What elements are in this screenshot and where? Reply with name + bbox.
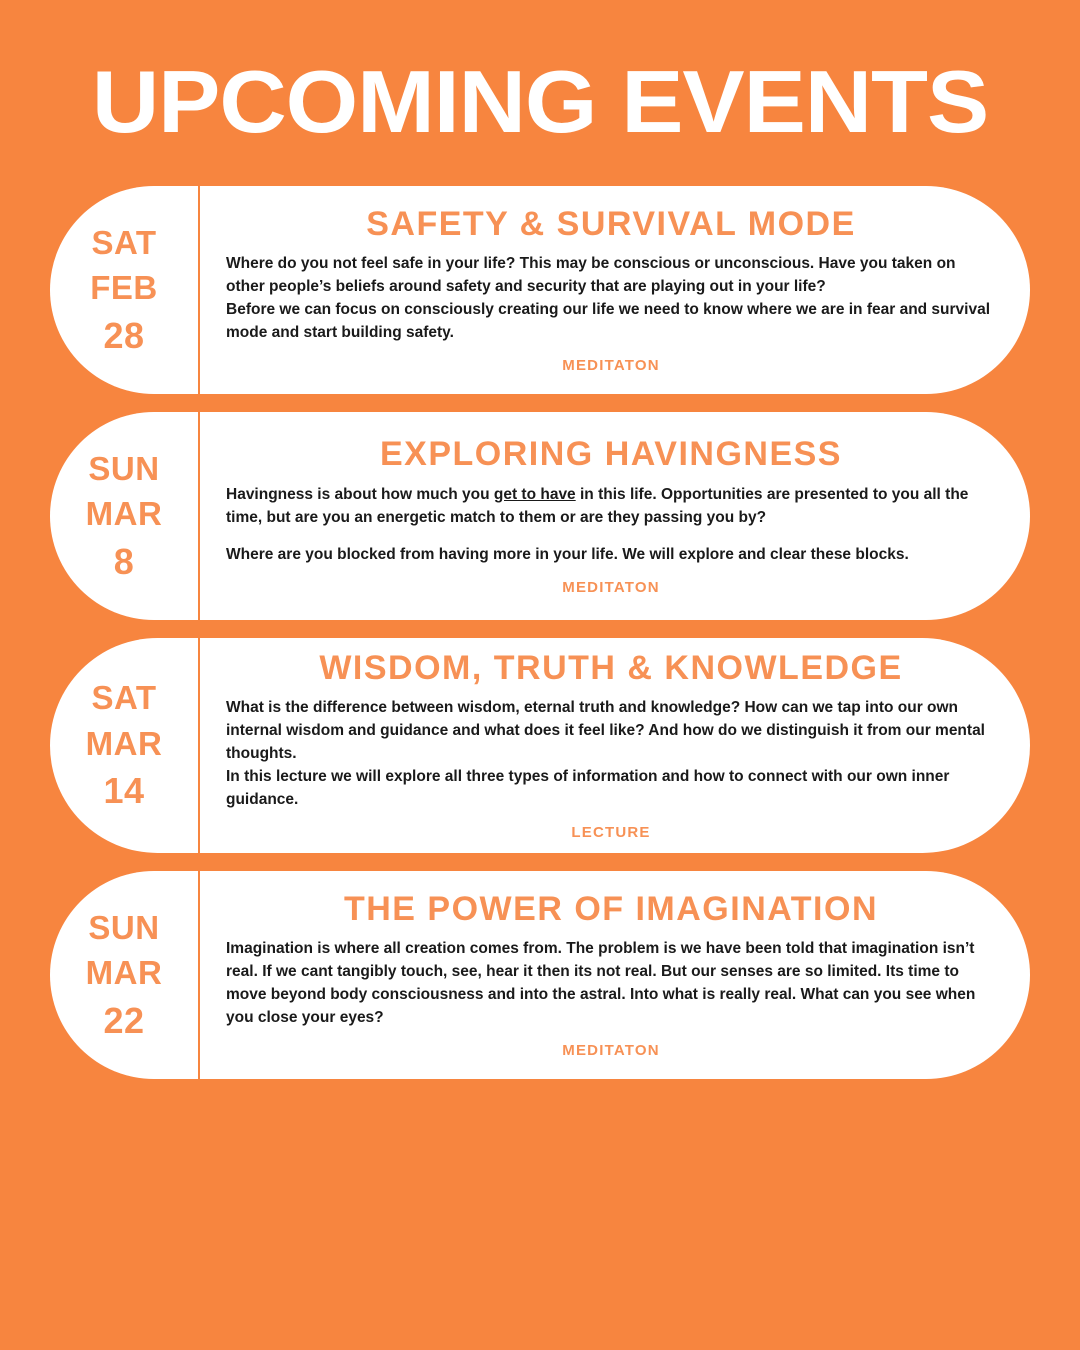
event-paragraph-1-pre: Havingness is about how much you — [226, 485, 494, 503]
event-content — [200, 871, 1030, 1079]
event-date — [50, 186, 200, 394]
event-paragraph-1: What is the difference between wisdom, eternal truth and knowledge? How can we tap into our own internal wisdom and guidance and what does it feel like? And how do we distinguish it from our mental thoughts. — [226, 699, 985, 763]
event-month: MAR — [85, 954, 163, 992]
event-card[interactable] — [50, 871, 1030, 1079]
event-description — [226, 938, 996, 1030]
event-title: THE POWER OF IMAGINATION — [343, 890, 878, 928]
event-description — [226, 484, 996, 567]
event-content — [200, 638, 1030, 853]
event-card[interactable] — [50, 412, 1030, 620]
paragraph-spacer — [226, 530, 996, 544]
event-weekday: SAT — [91, 223, 157, 261]
event-description — [226, 697, 996, 812]
event-paragraph-2: Where are you blocked from having more in your life. We will explore and clear these blocks. — [226, 545, 909, 563]
event-card[interactable] — [50, 186, 1030, 394]
event-paragraph-2: Before we can focus on consciously creating our life we need to know where we are in fear and survival mode and start building safety. — [226, 301, 991, 342]
events-list — [0, 186, 1080, 1079]
event-date — [50, 638, 200, 853]
page-title: UPCOMING EVENTS — [91, 52, 989, 151]
event-weekday: SAT — [91, 679, 157, 717]
event-paragraph-2: In this lecture we will explore all three types of information and how to connect with our own inner guidance. — [226, 768, 950, 809]
event-date — [50, 871, 200, 1079]
event-paragraph-1-emphasis: get to have — [493, 485, 576, 503]
event-type-badge: MEDITATON — [562, 357, 660, 375]
event-description — [226, 253, 996, 345]
event-month: MAR — [85, 724, 163, 762]
event-title: EXPLORING HAVINGNESS — [380, 435, 842, 474]
event-day: 22 — [103, 999, 145, 1041]
event-title: SAFETY & SURVIVAL MODE — [366, 204, 856, 243]
event-paragraph-1: Where do you not feel safe in your life? This may be conscious or unconscious. Have you taken on other people’s beliefs around safety and security that are playing out in your life? — [226, 255, 956, 296]
event-content — [200, 412, 1030, 620]
event-month: FEB — [90, 269, 158, 307]
event-day: 28 — [103, 314, 145, 356]
event-weekday: SUN — [88, 449, 160, 487]
event-month: MAR — [85, 495, 163, 533]
event-paragraph-1: Imagination is where all creation comes from. The problem is we have been told that imagination isn’t real. If we cant tangibly touch, see, hear it then its not real. But our senses are so limited. Its time to move beyond body consciousness and into the astral. Into what is really real. What can you see when you close your eyes? — [226, 940, 976, 1027]
event-day: 8 — [113, 540, 135, 582]
event-type-badge: MEDITATON — [562, 1042, 660, 1060]
event-card[interactable] — [50, 638, 1030, 853]
event-type-badge: MEDITATON — [562, 578, 660, 596]
event-day: 14 — [103, 770, 145, 812]
event-title: WISDOM, TRUTH & KNOWLEDGE — [319, 649, 903, 687]
event-paragraph-1-post: in this life. Opportunities are presented to you all the time, but are you an energetic match to them or are they passing you by? — [226, 485, 969, 526]
event-date — [50, 412, 200, 620]
event-type-badge: LECTURE — [571, 824, 651, 842]
event-content — [200, 186, 1030, 394]
event-weekday: SUN — [88, 908, 160, 946]
